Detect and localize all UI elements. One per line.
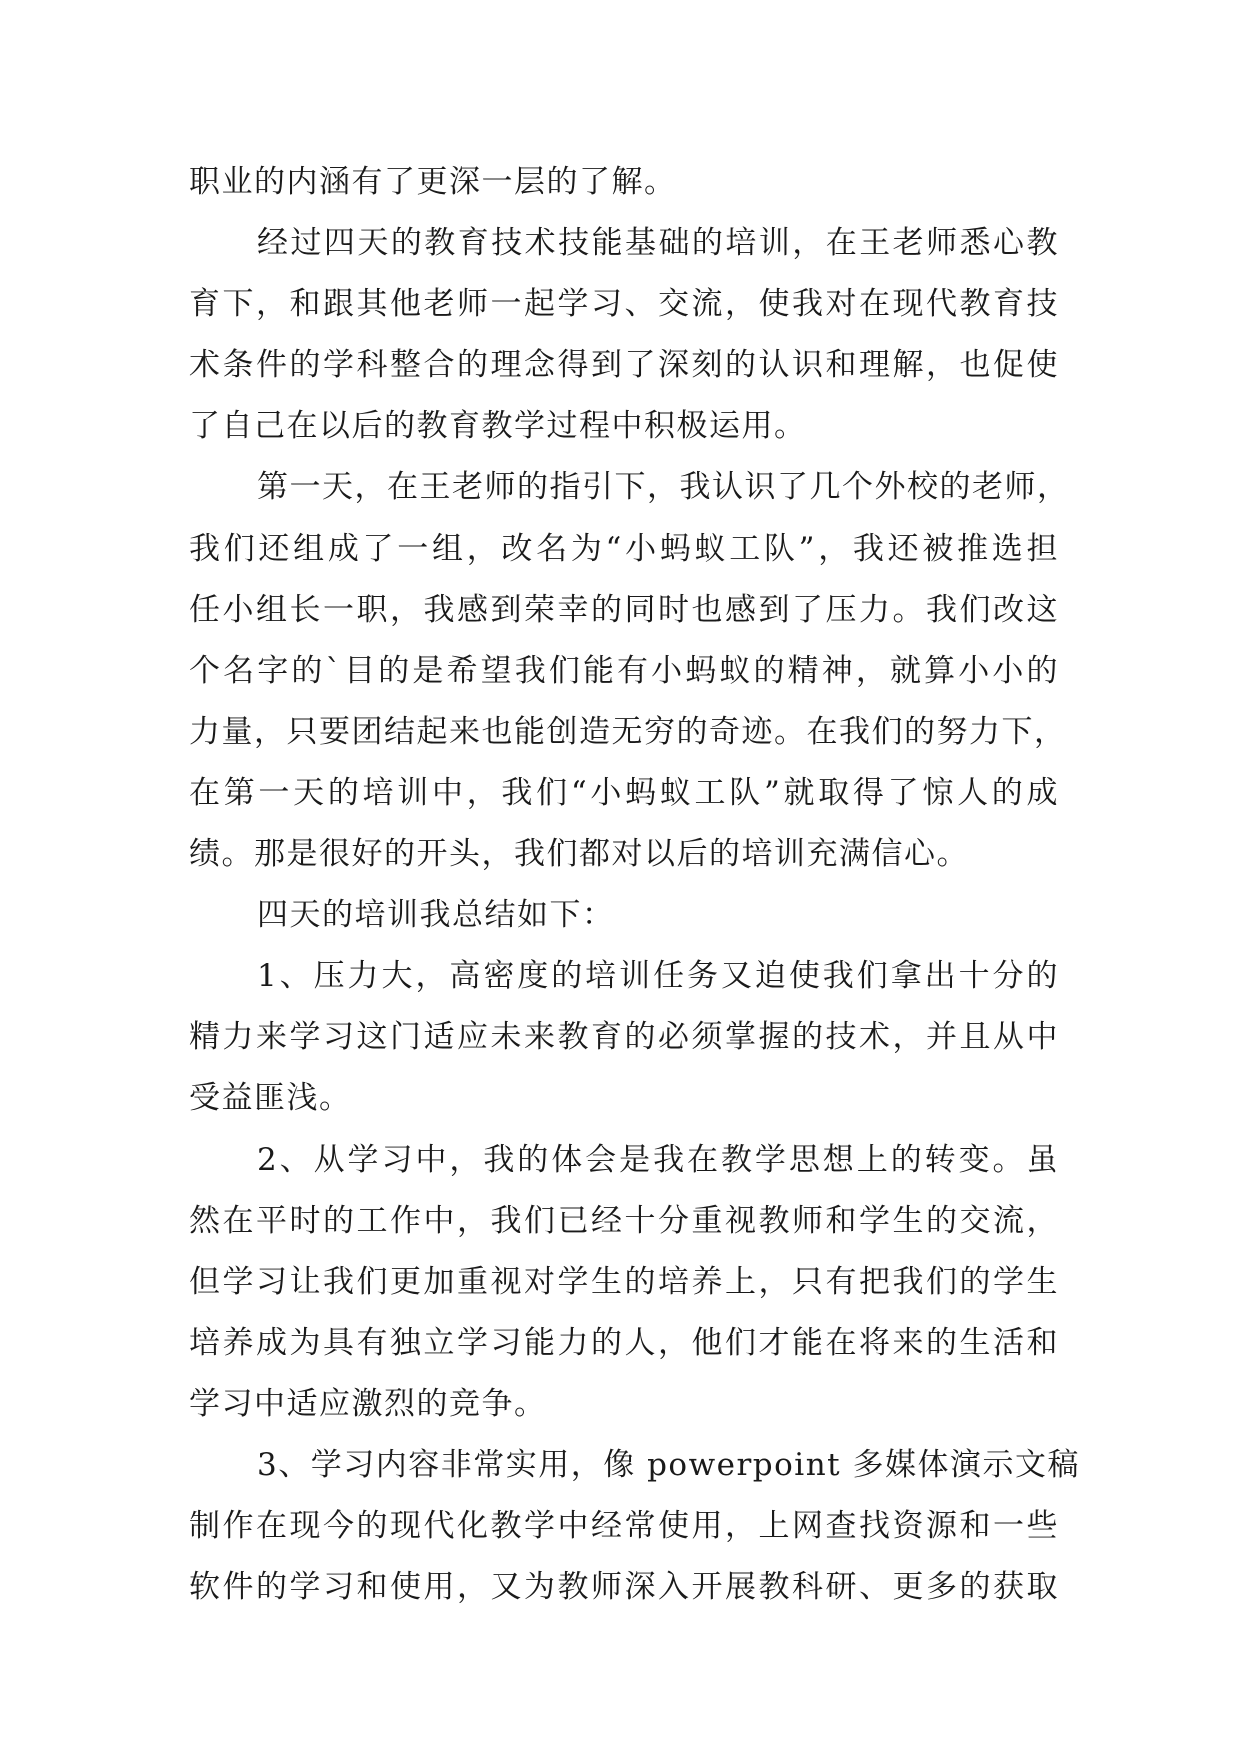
text-line: 然在平时的工作中，我们已经十分重视教师和学生的交流， <box>189 1202 1059 1239</box>
text-line: 个名字的`目的是希望我们能有小蚂蚁的精神，就算小小的 <box>189 652 1059 689</box>
text-line: 2、从学习中，我的体会是我在教学思想上的转变。虽 <box>257 1141 1059 1178</box>
text-line: 力量，只要团结起来也能创造无穷的奇迹。在我们的努力下， <box>189 713 1067 750</box>
text-line: 第一天，在王老师的指引下，我认识了几个外校的老师， <box>257 469 1070 506</box>
text-line: 培养成为具有独立学习能力的人，他们才能在将来的生活和 <box>189 1324 1059 1361</box>
text-line: 但学习让我们更加重视对学生的培养上，只有把我们的学生 <box>189 1263 1059 1300</box>
text-line: 1、压力大，高密度的培训任务又迫使我们拿出十分的 <box>257 958 1059 995</box>
text-line: 了自己在以后的教育教学过程中积极运用。 <box>189 408 807 445</box>
text-line: 学习中适应激烈的竞争。 <box>189 1385 547 1422</box>
text-line: 任小组长一职，我感到荣幸的同时也感到了压力。我们改这 <box>189 591 1059 628</box>
text-line: 育下，和跟其他老师一起学习、交流，使我对在现代教育技 <box>189 286 1059 323</box>
text-line: 3、学习内容非常实用，像 powerpoint 多媒体演示文稿 <box>257 1446 1080 1483</box>
text-line: 制作在现今的现代化教学中经常使用，上网查找资源和一些 <box>189 1508 1059 1545</box>
text-line: 经过四天的教育技术技能基础的培训，在王老师悉心教 <box>257 225 1059 262</box>
text-line: 绩。那是很好的开头，我们都对以后的培训充满信心。 <box>189 836 969 873</box>
text-line: 职业的内涵有了更深一层的了解。 <box>189 164 677 200</box>
text-line: 术条件的学科整合的理念得到了深刻的认识和理解，也促使 <box>189 347 1059 384</box>
text-line: 在第一天的培训中，我们“小蚂蚁工队”就取得了惊人的成 <box>189 774 1059 811</box>
body-text <box>189 152 1080 1618</box>
text-line: 精力来学习这门适应未来教育的必须掌握的技术，并且从中 <box>189 1019 1059 1056</box>
text-line: 我们还组成了一组，改名为“小蚂蚁工队”，我还被推选担 <box>189 530 1059 567</box>
text-line: 受益匪浅。 <box>189 1080 352 1117</box>
text-line: 软件的学习和使用，又为教师深入开展教科研、更多的获取 <box>189 1569 1059 1606</box>
text-line: 四天的培训我总结如下： <box>257 897 615 934</box>
